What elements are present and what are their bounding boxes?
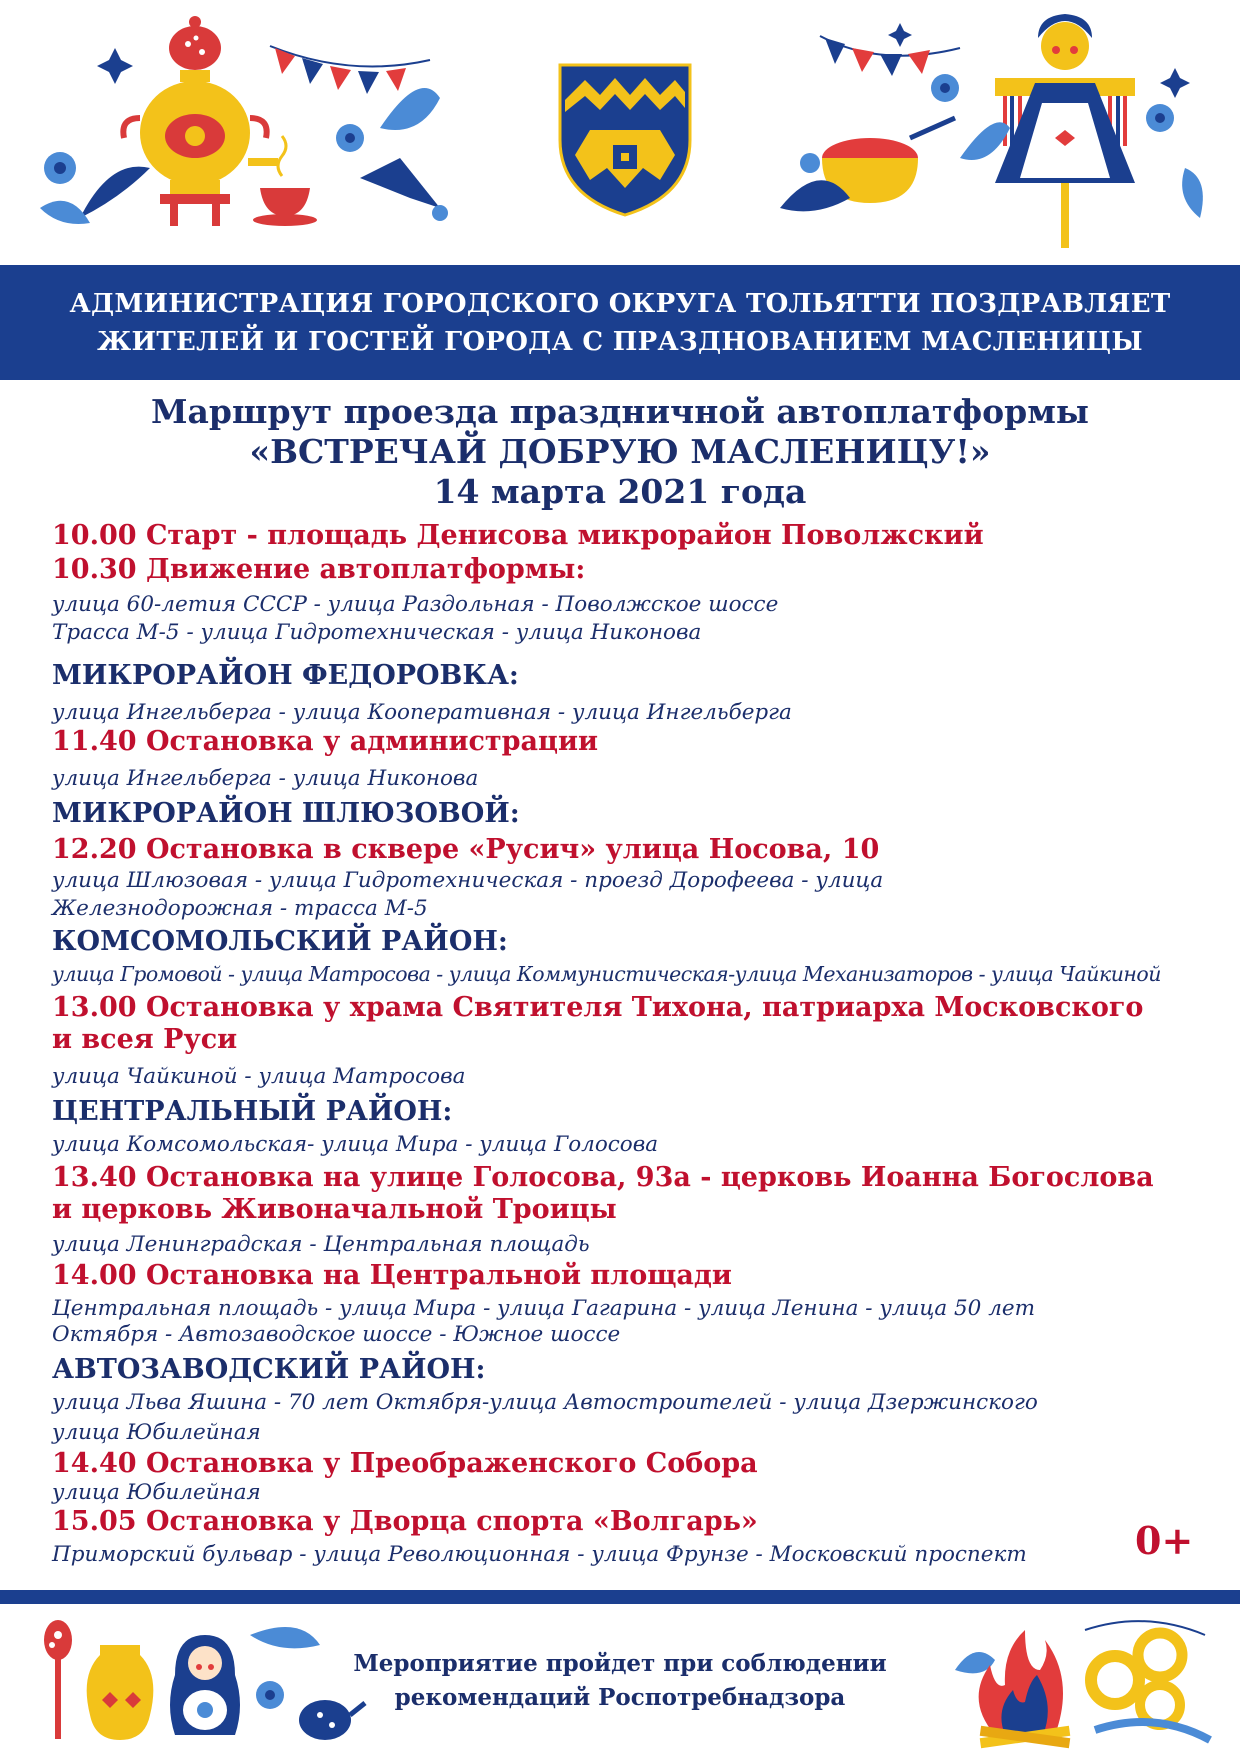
route-stop-1440: 14.40 Остановка у Преображенского Собора — [52, 1448, 758, 1479]
route-stop-1340-cont: и церковь Живоначальной Троицы — [52, 1194, 617, 1225]
route-stop-1340: 13.40 Остановка на улице Голосова, 93а - церковь Иоанна Богослова — [52, 1162, 1154, 1193]
route-streets: Приморский бульвар - улица Революционная - улица Фрунзе - Московский проспект — [52, 1542, 1027, 1567]
route-streets: улица Громовой - улица Матросова - улица Коммунистическая-улица Механизаторов - улица Чайкиной — [52, 962, 1161, 986]
route-streets: улица 60-летия СССР - улица Раздольная - Поволжское шоссе — [52, 592, 779, 617]
route-streets: улица Шлюзовая - улица Гидротехническая - проезд Дорофеева - улица — [52, 868, 884, 893]
district-heading-central: ЦЕНТРАЛЬНЫЙ РАЙОН: — [52, 1096, 453, 1127]
samovar-illustration — [20, 8, 460, 248]
bonfire-illustration — [925, 1610, 1215, 1750]
route-streets: улица Ингельберга - улица Кооперативная - улица Ингельберга — [52, 700, 792, 725]
route-stop-1400: 14.00 Остановка на Центральной площади — [52, 1260, 732, 1291]
footer-notice-line-2: рекомендаций Роспотребнадзора — [394, 1684, 846, 1711]
banner-line-1: АДМИНИСТРАЦИЯ ГОРОДСКОГО ОКРУГА ТОЛЬЯТТИ ПОЗДРАВЛЯЕТ — [69, 289, 1171, 319]
route-streets: Трасса М-5 - улица Гидротехническая - улица Никонова — [52, 620, 702, 645]
page-title: Маршрут проезда праздничной автоплатформы — [151, 392, 1089, 431]
matryoshka-illustration — [40, 1615, 370, 1750]
banner-line-2: ЖИТЕЛЕЙ И ГОСТЕЙ ГОРОДА С ПРАЗДНОВАНИЕМ МАСЛЕНИЦЫ — [97, 327, 1143, 357]
district-heading-fedorovka: МИКРОРАЙОН ФЕДОРОВКА: — [52, 660, 519, 691]
district-heading-komsomolsky: КОМСОМОЛЬСКИЙ РАЙОН: — [52, 926, 508, 957]
route-streets: Центральная площадь - улица Мира - улица Гагарина - улица Ленина - улица 50 лет — [52, 1296, 1035, 1321]
footer-divider — [0, 1590, 1240, 1604]
district-heading-shlyuzovoy: МИКРОРАЙОН ШЛЮЗОВОЙ: — [52, 798, 520, 829]
route-streets: улица Ингельберга - улица Никонова — [52, 766, 479, 791]
route-stop-movement: 10.30 Движение автоплатформы: — [52, 554, 586, 585]
maslenitsa-doll-illustration — [780, 8, 1220, 253]
route-streets: улица Чайкиной - улица Матросова — [52, 1064, 466, 1089]
route-streets: улица Льва Яшина - 70 лет Октября-улица Автостроителей - улица Дзержинского — [52, 1390, 1038, 1415]
event-name: «ВСТРЕЧАЙ ДОБРУЮ МАСЛЕНИЦУ!» — [249, 432, 991, 471]
route-streets: улица Юбилейная — [52, 1480, 261, 1505]
age-rating-badge: 0+ — [1135, 1518, 1194, 1563]
route-stop-1300-cont: и всея Руси — [52, 1024, 238, 1055]
route-streets: Железнодорожная - трасса М-5 — [52, 896, 428, 921]
event-date: 14 марта 2021 года — [433, 472, 807, 511]
route-stop-1505: 15.05 Остановка у Дворца спорта «Волгарь» — [52, 1506, 758, 1537]
route-stop-1140: 11.40 Остановка у администрации — [52, 726, 599, 757]
city-coat-of-arms — [555, 60, 695, 220]
route-stop-start: 10.00 Старт - площадь Денисова микрорайон Поволжский — [52, 520, 984, 551]
route-streets: улица Ленинградская - Центральная площадь — [52, 1232, 590, 1257]
district-heading-avtozavodsky: АВТОЗАВОДСКИЙ РАЙОН: — [52, 1354, 486, 1385]
route-streets: улица Юбилейная — [52, 1420, 261, 1445]
route-streets: Октября - Автозаводское шоссе - Южное шоссе — [52, 1322, 621, 1347]
footer-notice-line-1: Мероприятие пройдет при соблюдении — [353, 1650, 887, 1677]
route-stop-1220: 12.20 Остановка в сквере «Русич» улица Носова, 10 — [52, 834, 880, 865]
greeting-banner — [0, 265, 1240, 380]
route-streets: улица Комсомольская- улица Мира - улица Голосова — [52, 1132, 659, 1157]
route-stop-1300: 13.00 Остановка у храма Святителя Тихона, патриарха Московского — [52, 992, 1144, 1023]
